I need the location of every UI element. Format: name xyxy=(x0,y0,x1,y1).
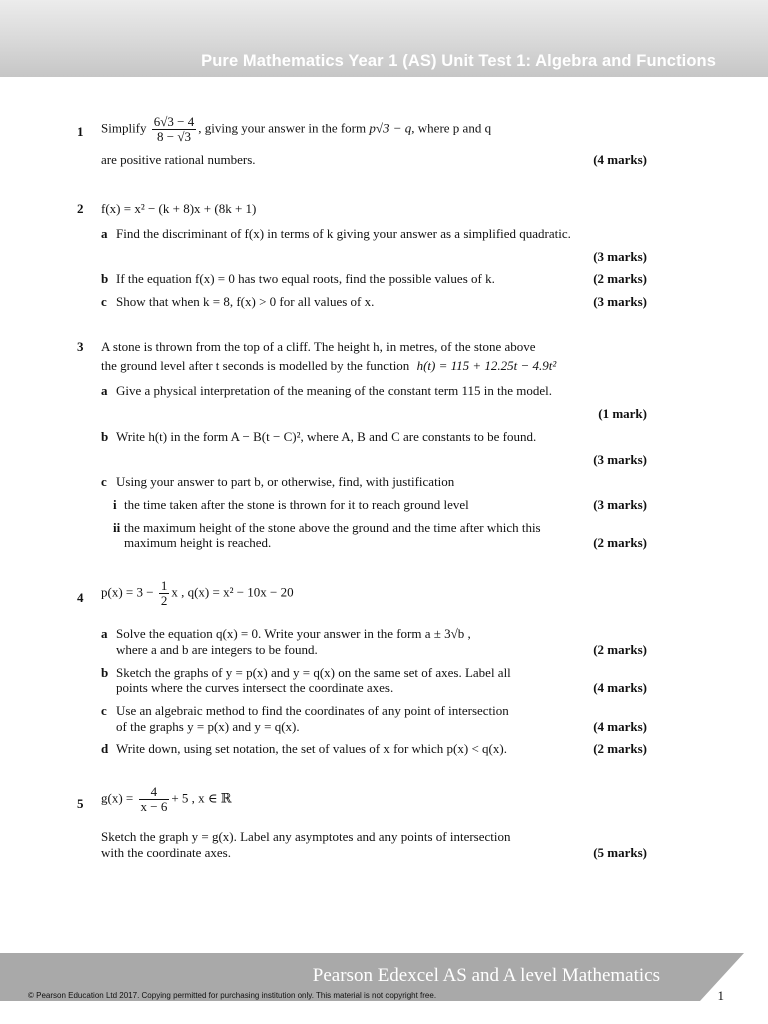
q3-subpart-ii-text: the maximum height of the stone above the ground and the time after which this xyxy=(124,520,541,535)
q3-stem-line1: A stone is thrown from the top of a cliff. The height h, in metres, of the stone above xyxy=(101,339,536,354)
q2-part-b-marks: (2 marks) xyxy=(593,271,647,286)
q1-marks: (4 marks) xyxy=(593,152,647,167)
q4-part-b-label: b xyxy=(101,665,109,680)
q4-stem-b: x , q(x) = x² − 10x − 20 xyxy=(171,584,294,600)
question-number-1: 1 xyxy=(77,124,84,139)
q1-fraction xyxy=(152,115,196,144)
q1-form: p√3 − q xyxy=(369,120,412,136)
q2-part-a-marks: (3 marks) xyxy=(593,249,647,264)
q2-part-a-label: a xyxy=(101,226,108,241)
q2-part-b-label: b xyxy=(101,271,109,286)
q4-part-d xyxy=(101,741,507,756)
q5-stem-a: g(x) = xyxy=(101,790,134,806)
q3-subpart-ii-label: ii xyxy=(113,520,121,535)
q3-subpart-i-text: the time taken after the stone is thrown for it to reach ground level xyxy=(124,497,469,512)
question-number-3: 3 xyxy=(77,339,84,354)
q4-part-d-label: d xyxy=(101,741,109,756)
q4-part-a-marks: (2 marks) xyxy=(593,642,647,657)
q4-part-d-marks: (2 marks) xyxy=(593,741,647,756)
q3-part-a-label: a xyxy=(101,383,108,398)
q5-line2: with the coordinate axes. xyxy=(101,845,231,860)
q3-stem-line2-text: the ground level after t seconds is modelled by the function xyxy=(101,358,410,373)
q4-part-a-text: Solve the equation q(x) = 0. Write your answer in the form a ± 3√b , xyxy=(116,626,471,641)
q2-part-c-label: c xyxy=(101,294,107,309)
q3-subpart-ii-marks: (2 marks) xyxy=(593,535,647,550)
q1-where: , where p and q xyxy=(411,120,492,136)
q3-part-c xyxy=(101,474,454,489)
q2-part-a xyxy=(101,226,571,241)
q4-part-b xyxy=(101,665,511,680)
header-title: Pure Mathematics Year 1 (AS) Unit Test 1: Algebra and Functions xyxy=(201,52,716,70)
q2-part-c-marks: (3 marks) xyxy=(593,294,647,309)
question-number-2: 2 xyxy=(77,201,84,216)
q4-part-b-marks: (4 marks) xyxy=(593,680,647,695)
q3-part-c-label: c xyxy=(101,474,107,489)
q4-part-c-label: c xyxy=(101,703,107,718)
q3-subpart-i-marks: (3 marks) xyxy=(593,497,647,512)
q1-stem xyxy=(101,115,491,144)
q3-part-b-label: b xyxy=(101,429,109,444)
q2-part-c xyxy=(101,294,374,309)
q4-fraction xyxy=(159,579,170,608)
q4-part-a-label: a xyxy=(101,626,108,641)
q1-post: , giving your answer in the form xyxy=(198,120,367,136)
q4-part-c-line2: of the graphs y = p(x) and y = q(x). xyxy=(116,719,300,734)
q5-stem xyxy=(101,785,232,814)
q4-stem xyxy=(101,579,294,608)
q2-part-a-text: Find the discriminant of f(x) in terms of k giving your answer as a simplified quadratic. xyxy=(116,226,571,241)
q5-fraction-denominator: x − 6 xyxy=(140,799,168,814)
q3-part-a-text: Give a physical interpretation of the meaning of the constant term 115 in the model. xyxy=(116,383,552,398)
q5-line1: Sketch the graph y = g(x). Label any asymptotes and any points of intersection xyxy=(101,829,511,844)
q4-part-a xyxy=(101,626,471,641)
q5-marks: (5 marks) xyxy=(593,845,647,860)
q3-part-b xyxy=(101,429,536,444)
q4-part-b-line2: points where the curves intersect the coordinate axes. xyxy=(116,680,394,695)
q2-part-b-text: If the equation f(x) = 0 has two equal roots, find the possible values of k. xyxy=(116,271,495,286)
q3-part-b-marks: (3 marks) xyxy=(593,452,647,467)
q3-stem-line2 xyxy=(101,358,556,373)
q2-part-c-text: Show that when k = 8, f(x) > 0 for all values of x. xyxy=(116,294,375,309)
q3-subpart-ii-line2: maximum height is reached. xyxy=(124,535,272,550)
copyright-notice: © Pearson Education Ltd 2017. Copying permitted for purchasing institution only. This material is not copyright free. xyxy=(28,991,437,1000)
q1-pre: Simplify xyxy=(101,120,147,136)
q4-fraction-numerator: 1 xyxy=(160,578,168,593)
q3-subpart-ii xyxy=(113,520,541,535)
question-number-4: 4 xyxy=(77,590,84,605)
q3-subpart-i-label: i xyxy=(113,497,117,512)
q3-part-c-text: Using your answer to part b, or otherwise, find, with justification xyxy=(116,474,455,489)
q3-part-a xyxy=(101,383,552,398)
q3-subpart-i xyxy=(113,497,469,512)
q1-line2: are positive rational numbers. xyxy=(101,152,256,167)
q4-stem-a: p(x) = 3 − xyxy=(101,584,154,600)
q4-part-a-line2: where a and b are integers to be found. xyxy=(116,642,318,657)
header-band xyxy=(0,0,768,77)
q1-fraction-denominator: 8 − √3 xyxy=(157,129,191,144)
q4-part-b-text: Sketch the graphs of y = p(x) and y = q(x) on the same set of axes. Label all xyxy=(116,665,511,680)
q3-part-a-marks: (1 mark) xyxy=(598,406,647,421)
page-number: 1 xyxy=(717,988,724,1003)
q4-part-c-marks: (4 marks) xyxy=(593,719,647,734)
q3-function: h(t) = 115 + 12.25t − 4.9t² xyxy=(416,358,557,373)
q5-stem-b: + 5 , x ∈ ℝ xyxy=(171,790,232,806)
q4-part-d-text: Write down, using set notation, the set of values of x for which p(x) < q(x). xyxy=(116,741,507,756)
q1-fraction-numerator: 6√3 − 4 xyxy=(153,114,195,129)
q2-part-b xyxy=(101,271,495,286)
q4-part-c xyxy=(101,703,509,718)
q5-fraction-numerator: 4 xyxy=(139,785,170,800)
q5-fraction xyxy=(139,785,170,814)
q4-fraction-denominator: 2 xyxy=(160,593,168,608)
q2-stem: f(x) = x² − (k + 8)x + (8k + 1) xyxy=(101,201,257,216)
q4-part-c-text: Use an algebraic method to find the coordinates of any point of intersection xyxy=(116,703,509,718)
question-number-5: 5 xyxy=(77,796,84,811)
q3-part-b-text: Write h(t) in the form A − B(t − C)², where A, B and C are constants to be found. xyxy=(116,429,537,444)
footer-title: Pearson Edexcel AS and A level Mathematics xyxy=(312,965,660,986)
